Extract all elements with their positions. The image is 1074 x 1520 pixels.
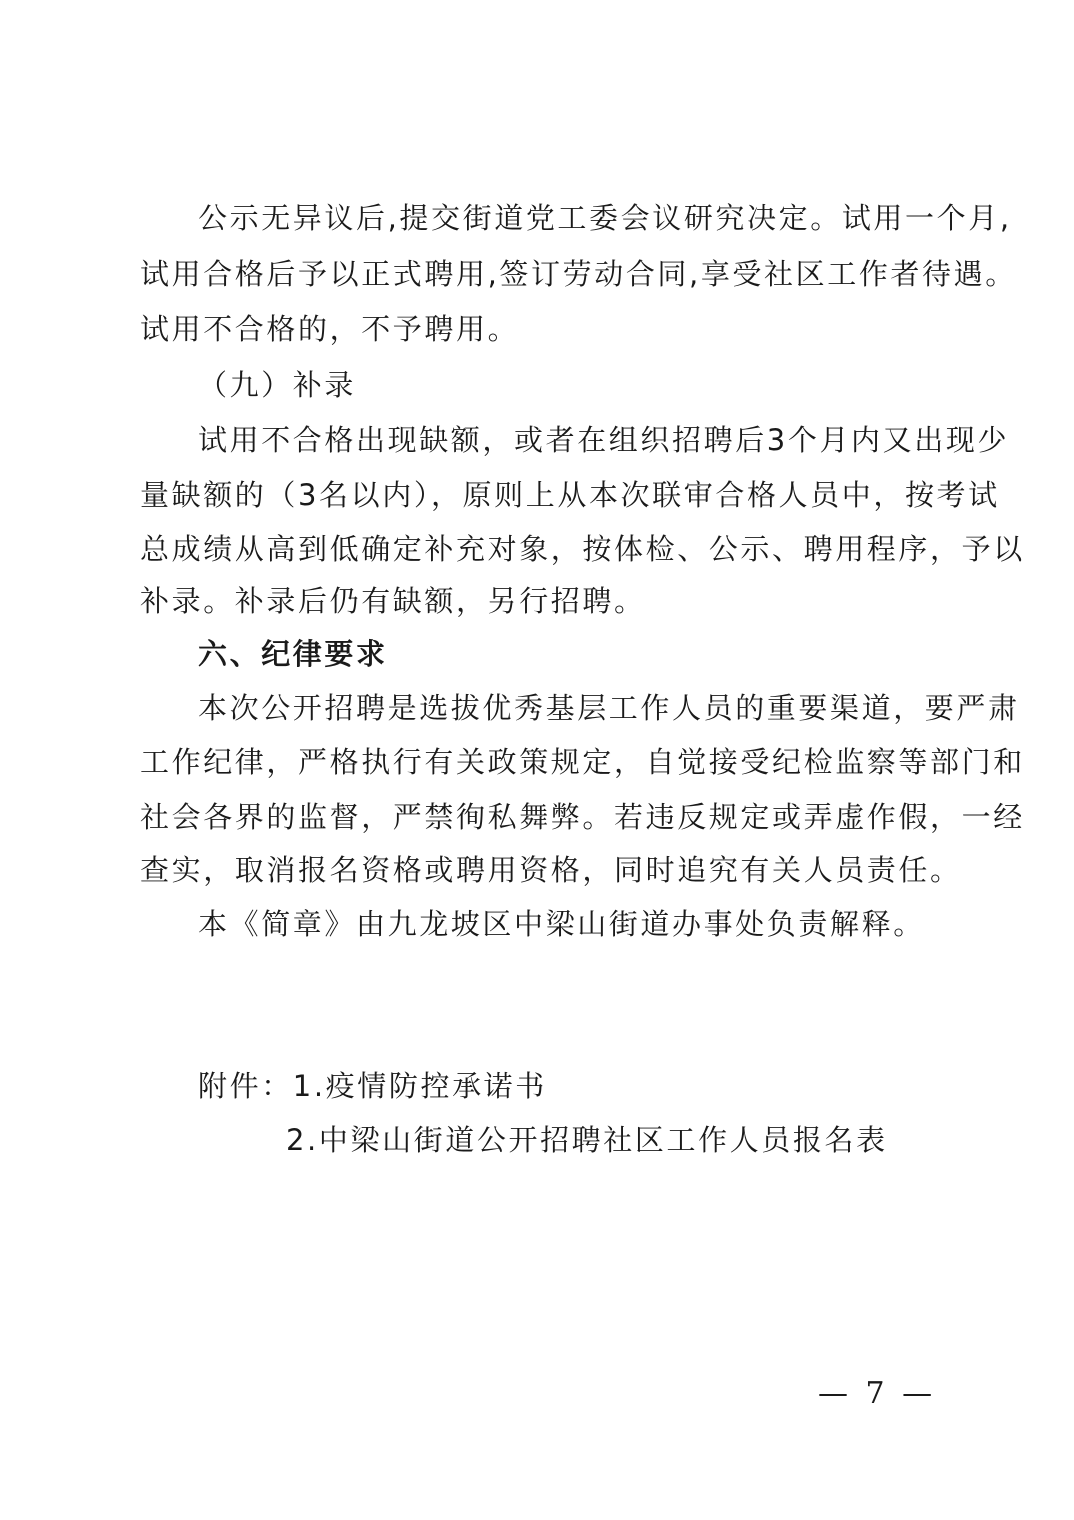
paragraph-line: 社会各界的监督，严禁徇私舞弊。若违反规定或弄虚作假，一经 [140,800,1025,834]
paragraph-line: 试用合格后予以正式聘用,签订劳动合同,享受社区工作者待遇。 [140,257,1017,291]
attachment-line: 2.中梁山街道公开招聘社区工作人员报名表 [286,1123,888,1157]
section-subheading: （九）补录 [198,368,357,402]
paragraph-line: 补录。补录后仍有缺额，另行招聘。 [140,584,646,618]
paragraph-line: 本次公开招聘是选拔优秀基层工作人员的重要渠道，要严肃 [198,691,1020,725]
paragraph-line: 量缺额的（3名以内），原则上从本次联审合格人员中，按考试 [140,478,1000,512]
paragraph-line: 查实，取消报名资格或聘用资格，同时追究有关人员责任。 [140,853,962,887]
paragraph-line: 工作纪律，严格执行有关政策规定，自觉接受纪检监察等部门和 [140,745,1025,779]
section-heading: 六、纪律要求 [198,637,388,671]
paragraph-line: 总成绩从高到低确定补充对象，按体检、公示、聘用程序，予以 [140,532,1025,566]
paragraph-line: 公示无异议后,提交街道党工委会议研究决定。试用一个月, [198,201,1012,235]
paragraph-line: 试用不合格的，不予聘用。 [140,312,520,346]
page-number: — 7 — [818,1376,937,1411]
paragraph-line: 试用不合格出现缺额，或者在组织招聘后3个月内又出现少 [198,423,1010,457]
paragraph-line: 本《简章》由九龙坡区中梁山街道办事处负责解释。 [198,907,925,941]
attachment-line: 附件：1.疫情防控承诺书 [198,1069,547,1103]
